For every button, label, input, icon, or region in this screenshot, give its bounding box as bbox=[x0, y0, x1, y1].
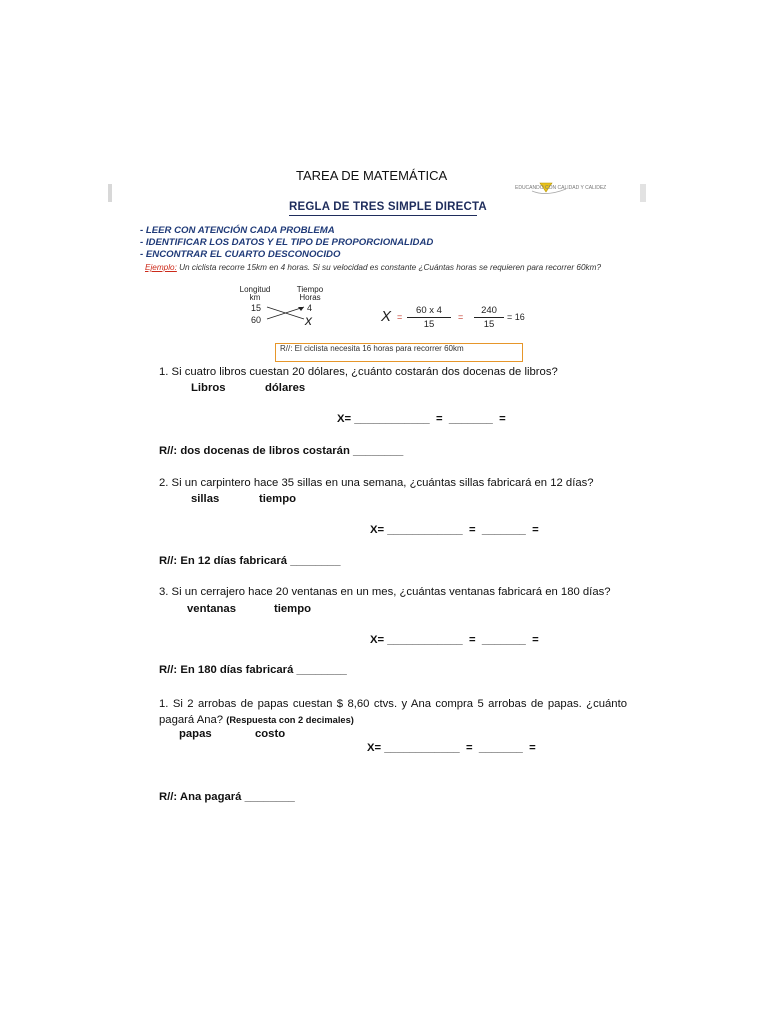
example-answer-box bbox=[275, 343, 523, 362]
q3-response: R//: En 180 días fabricará ________ bbox=[159, 664, 347, 676]
q1-column-libros: Libros bbox=[191, 382, 226, 394]
value-4: 4 bbox=[307, 303, 313, 313]
q3-column-ventanas: ventanas bbox=[187, 603, 236, 615]
column-label-longitud bbox=[236, 286, 274, 302]
result-16: = 16 bbox=[507, 312, 525, 322]
q3-equation: X= ____________ = _______ = bbox=[370, 634, 539, 646]
question-4 bbox=[159, 696, 627, 728]
equals-sign-1: = bbox=[397, 312, 403, 322]
x-symbol: X bbox=[381, 308, 392, 325]
fraction-1-bar bbox=[407, 317, 451, 318]
worksheet-heading: REGLA DE TRES SIMPLE DIRECTA bbox=[289, 201, 487, 213]
column-label-tiempo bbox=[290, 286, 330, 302]
fraction-1-numerator: 60 x 4 bbox=[416, 305, 442, 316]
q2-response: R//: En 12 días fabricará ________ bbox=[159, 555, 341, 567]
q2-equation: X= ____________ = _______ = bbox=[370, 524, 539, 536]
q4-equation: X= ____________ = _______ = bbox=[367, 742, 536, 754]
question-3: 3. Si un cerrajero hace 20 ventanas en un mes, ¿cuántas ventanas fabricará en 180 días? bbox=[159, 586, 611, 598]
logo-text: EDUCANDO CON CALIDAD Y CALIDEZ bbox=[515, 185, 607, 191]
image-edge-right bbox=[640, 184, 646, 202]
example-text: Un ciclista recorre 15km en 4 horas. Si su velocidad es constante ¿Cuántas horas se requieren para recorrer 60km? bbox=[179, 263, 602, 272]
question-4-note: (Respuesta con 2 decimales) bbox=[226, 715, 354, 725]
fraction-2-denominator: 15 bbox=[483, 319, 495, 330]
q1-response: R//: dos docenas de libros costarán ________ bbox=[159, 445, 404, 457]
fraction-2 bbox=[474, 305, 504, 330]
value-60: 60 bbox=[251, 315, 262, 325]
km-label: km bbox=[249, 293, 261, 302]
page-title: TAREA DE MATEMÁTICA bbox=[296, 168, 448, 183]
fraction-2-bar bbox=[474, 317, 504, 318]
instruction-1: - LEER CON ATENCIÓN CADA PROBLEMA bbox=[140, 225, 335, 236]
instruction-2: - IDENTIFICAR LOS DATOS Y EL TIPO DE PROPORCIONALIDAD bbox=[140, 237, 434, 248]
q4-column-costo: costo bbox=[255, 728, 286, 740]
value-x: x bbox=[305, 312, 312, 328]
fraction-1 bbox=[407, 305, 451, 330]
q4-column-papas: papas bbox=[179, 728, 212, 740]
q3-column-tiempo: tiempo bbox=[274, 603, 312, 615]
q2-column-tiempo: tiempo bbox=[259, 493, 297, 505]
q2-column-sillas: sillas bbox=[191, 493, 220, 505]
value-15: 15 bbox=[251, 303, 262, 313]
fraction-2-numerator: 240 bbox=[481, 305, 497, 316]
horas-label: Horas bbox=[299, 293, 321, 302]
question-2: 2. Si un carpintero hace 35 sillas en una semana, ¿cuántas sillas fabricará en 12 días? bbox=[159, 477, 594, 489]
q1-column-dolares: dólares bbox=[265, 382, 306, 394]
example-paragraph bbox=[145, 262, 623, 273]
q1-equation: X= ____________ = _______ = bbox=[337, 413, 506, 425]
q4-response: R//: Ana pagará ________ bbox=[159, 791, 295, 803]
question-4-text: 1. Si 2 arrobas de papas cuestan $ 8,60 ctvs. y Ana compra 5 arrobas de papas. ¿cuánto pagará Ana? bbox=[159, 698, 627, 726]
question-1: 1. Si cuatro libros cuestan 20 dólares, ¿cuánto costarán dos docenas de libros? bbox=[159, 366, 558, 378]
fraction-1-denominator: 15 bbox=[423, 319, 435, 330]
instruction-3: - ENCONTRAR EL CUARTO DESCONOCIDO bbox=[140, 249, 341, 260]
equals-sign-2: = bbox=[458, 312, 464, 322]
example-answer: R//: El ciclista necesita 16 horas para recorrer 60km bbox=[280, 344, 464, 353]
tiempo-label: Tiempo bbox=[296, 285, 324, 294]
cross-arrows-icon bbox=[266, 304, 308, 322]
heading-underline bbox=[289, 215, 477, 216]
image-edge-left bbox=[108, 184, 112, 202]
longitud-label: Longitud bbox=[239, 285, 271, 294]
example-label: Ejemplo: bbox=[145, 263, 177, 272]
